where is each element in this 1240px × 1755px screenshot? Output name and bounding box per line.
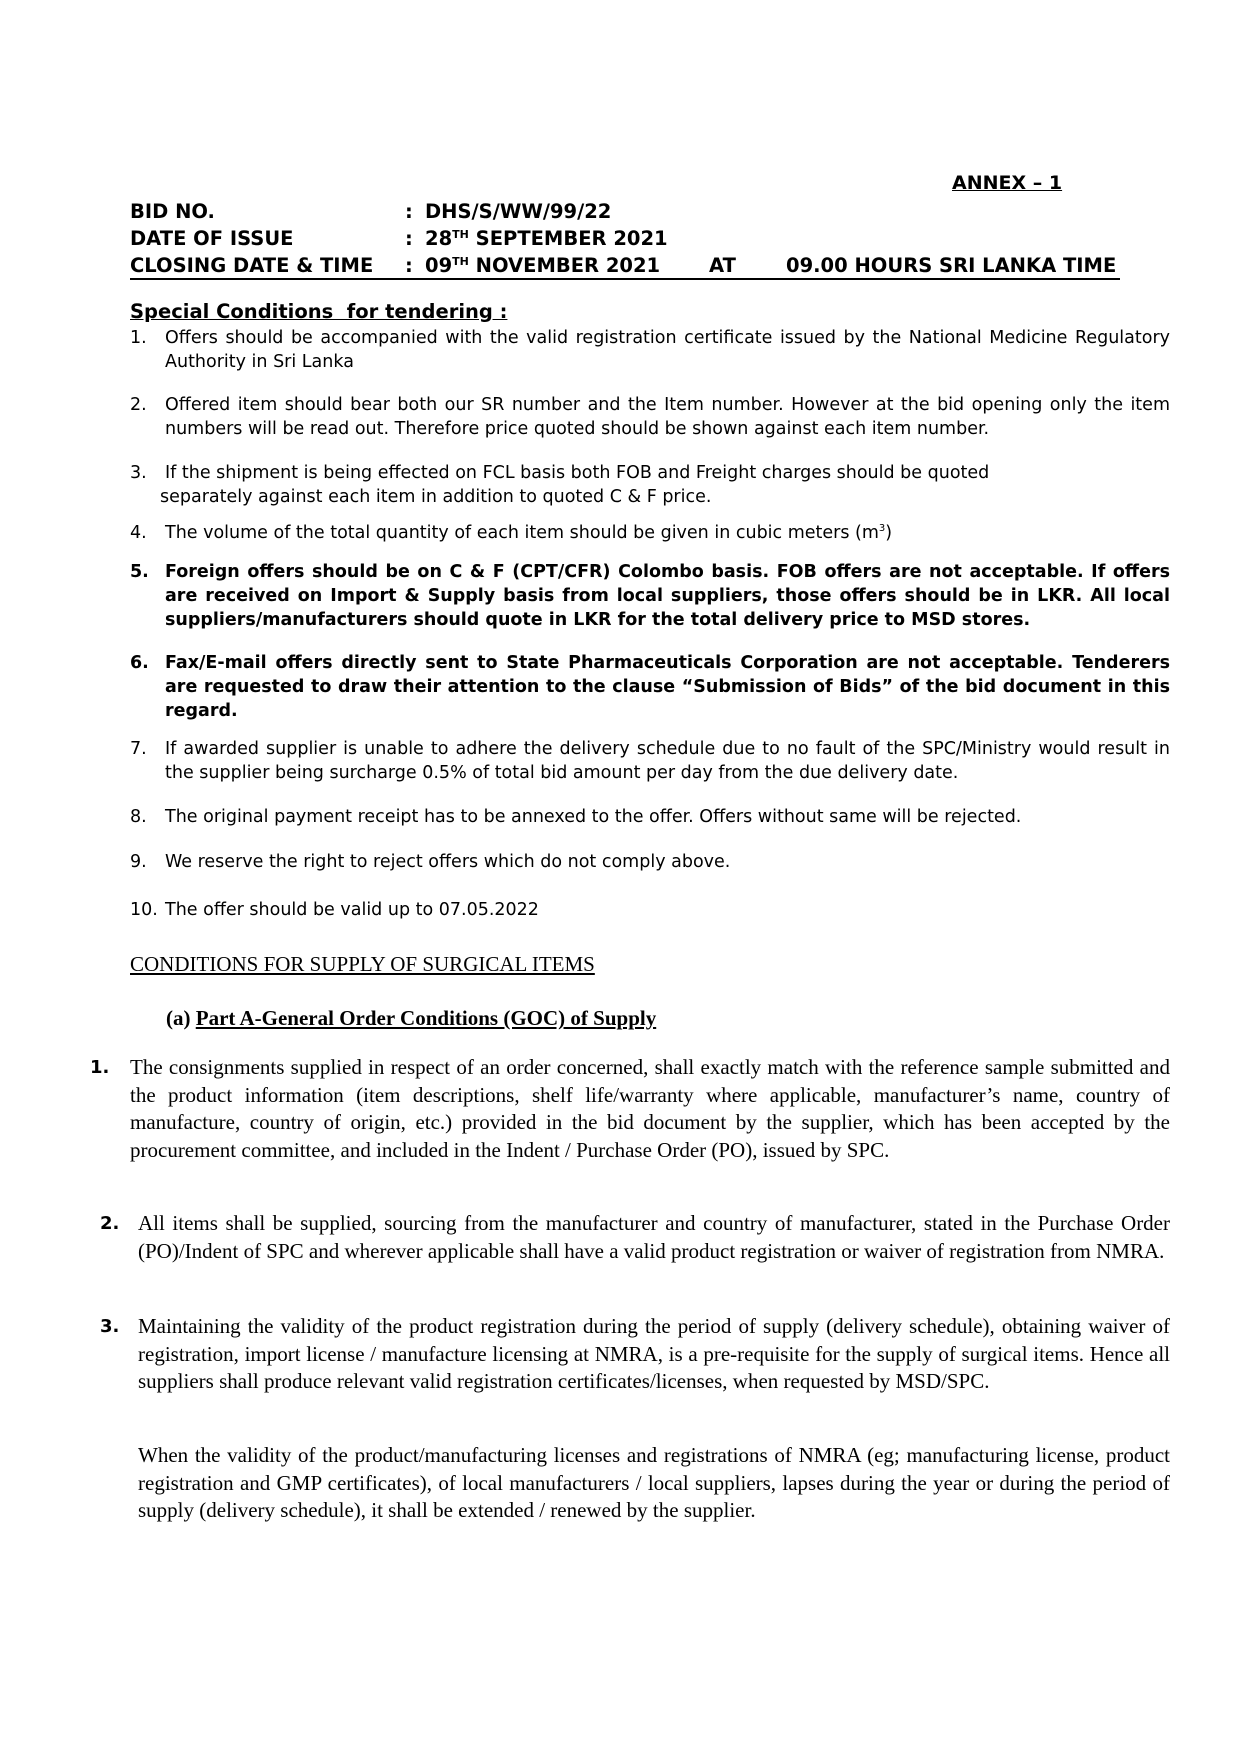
special-condition-item: 4. The volume of the total quantity of each item should be given in cubic meters $(m^3)$ <box>130 523 893 543</box>
special-condition-item: 1. Offers should be accompanied with the valid registration certificate issued by the National Medicine Regulatory Authority in Sri Lanka <box>130 328 1170 372</box>
special-condition-item: 7. If awarded supplier is unable to adhere the delivery schedule due to no fault of the SPC/Ministry would result in the supplier being surcharge 0.5% of total bid amount per day from the due delivery date. <box>130 739 1170 783</box>
closing-at: AT <box>709 254 736 277</box>
general-condition-item: 1. The consignments supplied in respect of an order concerned, shall exactly match with the reference sample submitted and the product information (item descriptions, shelf life/warranty where applicable, manufacturer’s name, country of manufacture, country of origin, etc.) provided in the bid document by the supplier, which has been accepted by the procurement committee, and included in the Indent / Purchase Order (PO), issued by SPC. <box>90 1055 1170 1162</box>
date-of-issue-label: DATE OF ISSUE <box>130 227 294 250</box>
colon: : <box>405 200 413 223</box>
special-conditions-title: Special Conditions for tendering : <box>130 300 508 323</box>
closing-date-row <box>130 254 1120 280</box>
closing-time: 09.00 HOURS SRI LANKA TIME <box>786 254 1117 277</box>
colon: : <box>405 227 413 250</box>
general-condition-item: 2. All items shall be supplied, sourcing from the manufacturer and country of manufacturer, stated in the Purchase Order (PO)/Indent of SPC and wherever applicable shall have a valid product registration or waiver of registration from NMRA. <box>100 1211 1170 1263</box>
bid-number-value: DHS/S/WW/99/22 <box>425 200 612 223</box>
bid-number-label: BID NO. <box>130 200 215 223</box>
special-condition-item: 10. The offer should be valid up to 07.05.2022 <box>130 900 539 920</box>
special-condition-item: 2. Offered item should bear both our SR number and the Item number. However at the bid opening only the item numbers will be read out. Therefore price quoted should be shown against each item number. <box>130 395 1170 439</box>
date-of-issue-value: 28TH SEPTEMBER 2021 <box>425 227 668 250</box>
general-condition-item: 3. Maintaining the validity of the product registration during the period of supply (delivery schedule), obtaining waiver of registration, import license / manufacture licensing at NMRA, is a pre-requisite for the supply of surgical items. Hence all suppliers shall produce relevant valid registration certificates/licenses, when requested by MSD/SPC. <box>100 1314 1170 1393</box>
special-condition-item: 3. If the shipment is being effected on FCL basis both FOB and Freight charges should be quoted separately against each item in addition to quoted C & F price. <box>130 463 990 507</box>
special-condition-item: 9. We reserve the right to reject offers which do not comply above. <box>130 852 731 872</box>
closing-date-label: CLOSING DATE & TIME <box>130 254 374 277</box>
annex-label: ANNEX – 1 <box>952 172 1063 194</box>
special-condition-item: 5. Foreign offers should be on C & F (CPT/CFR) Colombo basis. FOB offers are not acceptable. If offers are received on Import & Supply basis from local suppliers, those offers should be in LKR. All local suppliers/manufacturers should quote in LKR for the total delivery price to MSD stores. <box>130 562 1170 630</box>
colon: : <box>405 254 413 277</box>
closing-date-value: 09TH NOVEMBER 2021 <box>425 254 661 277</box>
general-condition-paragraph: When the validity of the product/manufacturing licenses and registrations of NMRA (eg; manufacturing license, product registration and GMP certificates), of local manufacturers / local suppliers, lapses during the year or during the period of supply (delivery schedule), it shall be extended / renewed by the supplier. <box>138 1443 1170 1522</box>
part-a-heading: (a) Part A-General Order Conditions (GOC) of Supply <box>166 1006 657 1030</box>
special-condition-item: 8. The original payment receipt has to be annexed to the offer. Offers without same will be rejected. <box>130 807 1022 827</box>
special-condition-item: 6. Fax/E-mail offers directly sent to State Pharmaceuticals Corporation are not acceptable. Tenderers are requested to draw their attention to the clause “Submission of Bids” of the bid document in this regard. <box>130 653 1170 721</box>
conditions-title: CONDITIONS FOR SUPPLY OF SURGICAL ITEMS <box>130 952 595 976</box>
